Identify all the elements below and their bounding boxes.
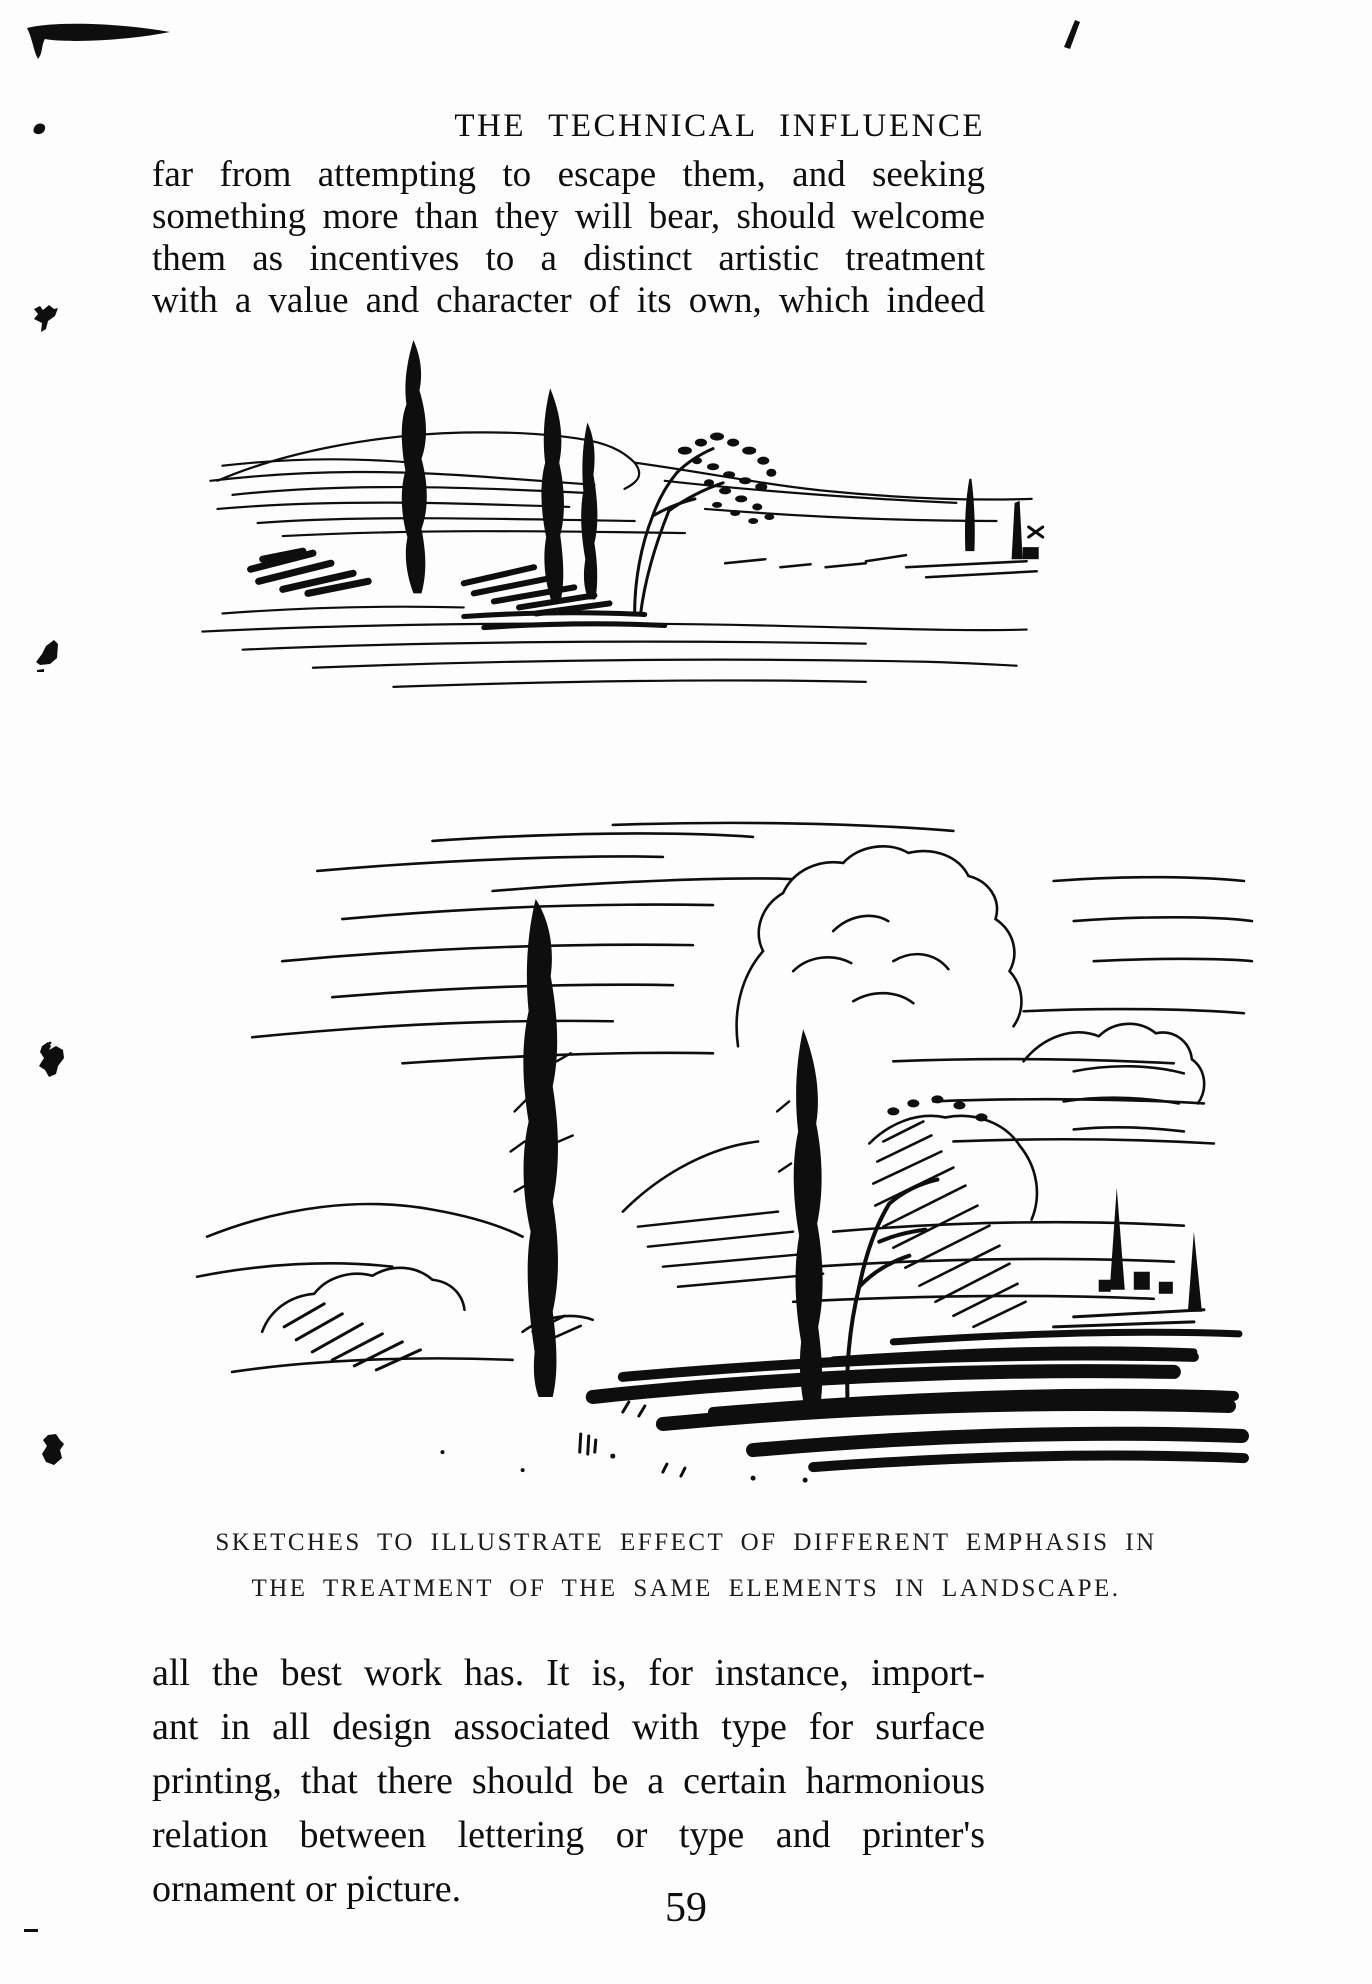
paragraph-bottom bbox=[152, 1646, 985, 1916]
ink-blot-2 bbox=[34, 638, 62, 674]
figure-caption-line-2: THE TREATMENT OF THE SAME ELEMENTS IN LANDSCAPE. bbox=[251, 1575, 1121, 1602]
ink-blot-4 bbox=[38, 1432, 68, 1468]
running-header: THE TECHNICAL INFLUENCE bbox=[454, 108, 985, 144]
ink-blot-1 bbox=[30, 303, 60, 335]
paragraph-bottom-line: ornament or picture. bbox=[152, 1868, 462, 1910]
ink-dot-1 bbox=[31, 122, 47, 136]
ink-smudge-top-left bbox=[25, 20, 173, 62]
paragraph-bottom-line: printing, that there should be a certain harmonious bbox=[152, 1760, 985, 1802]
landscape-sketch-strong bbox=[192, 810, 1254, 1488]
landscape-sketch-light bbox=[162, 330, 1062, 712]
paragraph-top-line: with a value and character of its own, which indeed bbox=[152, 280, 985, 321]
paragraph-top-line: something more than they will bear, should welcome bbox=[152, 196, 985, 237]
ink-blot-3 bbox=[36, 1040, 70, 1080]
figure-caption-line-1: SKETCHES TO ILLUSTRATE EFFECT OF DIFFERENT EMPHASIS IN bbox=[215, 1529, 1157, 1556]
paragraph-top bbox=[152, 154, 985, 322]
landscape-sketch-strong-drawing bbox=[192, 810, 1254, 1488]
page-number: 59 bbox=[665, 1885, 707, 1931]
paragraph-bottom-line: ant in all design associated with type for surface bbox=[152, 1706, 985, 1748]
paragraph-top-line: far from attempting to escape them, and seeking bbox=[152, 154, 985, 195]
ink-slash-top-right bbox=[1063, 20, 1081, 50]
landscape-sketch-light-drawing bbox=[162, 330, 1062, 712]
figure-caption bbox=[96, 1520, 1276, 1612]
paragraph-bottom-line: all the best work has. It is, for instance, import- bbox=[152, 1652, 985, 1694]
paragraph-bottom-line: relation between lettering or type and printer's bbox=[152, 1814, 985, 1856]
paragraph-top-line: them as incentives to a distinct artistic treatment bbox=[152, 238, 985, 279]
